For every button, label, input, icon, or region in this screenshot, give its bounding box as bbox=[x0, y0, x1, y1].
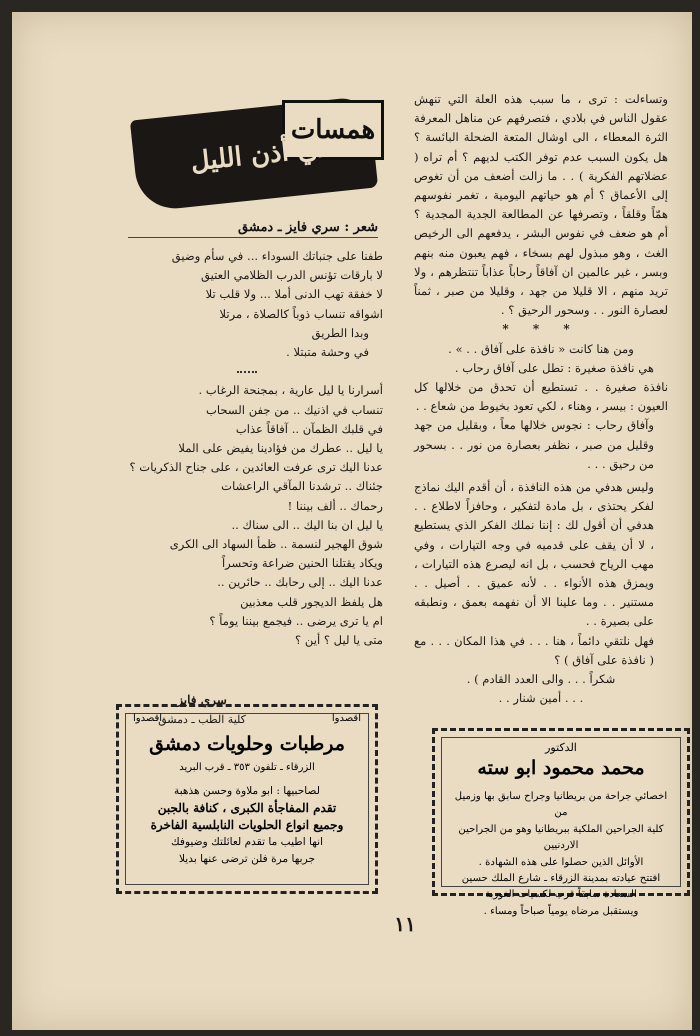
article-paragraph: وتساءلت : ترى ، ما سبب هذه العلة التي تنهش عقول الناس في بلادي ، فتصرفهم عن مناهل المعرفة الثرة المعطاء ، الى اوشال المتعة الضحلة البائسة ؟ هل يكون السبب عدم توفر الكتب لديهم ؟ أم تراه ( عضلاتهم الفكرية ) . . ما زالت أضعف من أن تغوص إلى الأعماق ؟ أم هو حياتهم اليومية ، تغمر نفوسهم همّاً وقلقاً ، وتصرفها عن المطالعة الجدية المجدية ؟ أم هو ضعف في نفوس البشر ، يدفعهم الى الرخيص الغث ، وهو مبذول لهم بسخاء ، فهم يعبون منه بنهم وبسر ، غير عالمين ان آفاقاً رحاباً عذاباً تنتظرهم ، ولا تريد منهم ، الا قليلا من جهد ، وقليلا من صبر ، ثمناً لعصارة النور . . وسحور الرحيق ؟ . bbox=[414, 92, 668, 318]
shop-offer: وجميع انواع الحلويات النابلسية الفاخرة bbox=[150, 818, 344, 832]
shop-address: الزرقاء ـ تلفون ٣٥٣ ـ قرب البريد bbox=[179, 762, 315, 773]
doctor-name: محمد محمود ابو سته bbox=[477, 757, 645, 779]
poem-line: تنساب في اذنيك .. من جفن السحاب bbox=[205, 402, 383, 417]
stanza-mark bbox=[110, 362, 383, 381]
doctor-credential: الأوائل الذين حصلوا على هذه الشهادة . bbox=[478, 856, 644, 868]
article-paragraph: شكراً . . . والى العدد القادم ) . bbox=[466, 672, 616, 687]
shop-note: انها اطيب ما تقدم لعائلتك وضيوفك bbox=[170, 836, 324, 848]
poem-line: في وحشة متبتلا . bbox=[286, 345, 369, 360]
poem-line: جئناك .. ترشدنا المآقي الراعشات bbox=[221, 479, 383, 494]
poem-line: في قلبك الظمآن .. آفاقاً عذاب bbox=[235, 421, 383, 436]
page-number: ١١ bbox=[394, 912, 416, 936]
article-paragraph: نافذة صغيرة . . تستطيع أن تحدق من خلالها كل العيون : بيسر ، وهناء ، لكي تعود بخيوط من شعاع . . bbox=[414, 380, 668, 414]
poem-line: متى يا ليل ؟ أين ؟ bbox=[295, 633, 383, 648]
shop-offer: تقدم المفاجأة الكبرى ، كنافة بالجبن bbox=[157, 801, 337, 815]
poem-column bbox=[110, 247, 383, 650]
poem-line: لا خفقة تهب الدنى أملا ... ولا قلب تلا bbox=[205, 287, 383, 302]
poem-author-line: شعر : سري فايز ـ دمشق bbox=[128, 220, 378, 238]
poem-title-main: همسات bbox=[282, 100, 384, 160]
article-paragraph: وآفاق رحاب : نجوس خلالها معاً ، وبقليل من جهد وقليل من صبر ، نظفر بعصارة من نور . . بسحور من رحيق . . . bbox=[414, 418, 654, 471]
poem-line: يا ليل ان بنا اليك .. الى سناك .. bbox=[231, 517, 383, 532]
poem-line: وبدا الطريق bbox=[311, 325, 369, 340]
shop-owners: لصاحبيها : ابو ملاوة وحسن هذهبة bbox=[174, 785, 320, 797]
poem-title-block bbox=[134, 100, 384, 208]
article-paragraph: ومن هنا كانت « نافذة على آفاق . . » . bbox=[448, 341, 634, 356]
magazine-page bbox=[12, 12, 692, 1030]
shop-note: جربها مرة فلن ترضى عنها بديلا bbox=[178, 853, 316, 865]
poem-line: شوق الهجير لنسمة .. ظمأ السهاد الى الكرى bbox=[169, 537, 383, 552]
ad-tag-right: اقصدوا bbox=[331, 713, 361, 724]
article-author: . . . أمين شنار . . bbox=[498, 691, 584, 706]
poem-line: ويكاد يقتلنا الحنين ضراعة وتحسراً bbox=[221, 556, 383, 571]
poem-line: ام يا ترى يرضى .. فيجمع بيننا يوماً ؟ bbox=[209, 613, 383, 628]
doctor-credential: كلية الجراحين الملكية ببريطانيا وهو من الجراحين الاردنيين bbox=[458, 823, 664, 852]
poem-line: هل يلفظ الديجور قلب معذبين bbox=[240, 594, 383, 609]
poem-line: عدنا اليك .. إلى رحابك .. حائرين .. bbox=[217, 575, 383, 590]
poem-line: طفنا على جنباتك السوداء ... في سأم وضيق bbox=[171, 249, 383, 263]
ad-body bbox=[447, 789, 675, 920]
clinic-hours: ويستقبل مرضاه يومياً صباحاً ومساء . bbox=[483, 905, 639, 917]
shop-name: مرطبات وحلويات دمشق bbox=[149, 733, 345, 755]
article-paragraph: هي نافذة صغيرة : تطل على آفاق رحاب . bbox=[454, 360, 654, 375]
poet-affiliation: كلية الطب ـ دمشق bbox=[158, 713, 246, 726]
poem-line: اشواقه تنساب ذوباً كالصلاة ، مرتلا bbox=[219, 306, 383, 321]
poet-name: سري فايز bbox=[177, 693, 227, 707]
ad-body bbox=[129, 783, 365, 868]
doctor-credential: اخصائي جراحة من بريطانيا وجراح سابق بها وزميل من bbox=[454, 791, 668, 819]
section-divider-stars: * * * bbox=[502, 322, 580, 337]
article-paragraph: وليس هدفي من هذه النافذة ، أن أقدم اليك نماذج لفكر يحتذى ، بل مادة لتفكير ، وحافزاً لاطلاع . . هدفي أن أقول لك : إننا نملك الفكر الذي يستطيع ، لا أن يقف على قدميه في وجه التيارات ، وفي مهب الرياح فحسب ، بل انه ليصرع هذه التيارات ، ويمزق هذه الأنواء . . لأنه عميق . . أصيل . . مستنير . . وما علينا الا أن نفهمه بعمق ، ونطبقه على بصيرة . . bbox=[414, 480, 654, 629]
clinic-address: افتتح عيادته بمدينة الزرقاء ـ شارع الملك حسين bbox=[461, 873, 661, 885]
poem-title-sub: في أذن الليل bbox=[189, 132, 334, 178]
poem-line: عدنا اليك ترى عرفت العائدين ، على جناح الذكريات ؟ bbox=[129, 460, 383, 475]
poem-line: لا بارقات تؤنس الدرب الظلامي العتيق bbox=[200, 268, 383, 283]
sweets-shop-ad bbox=[116, 704, 378, 894]
article-column bbox=[414, 90, 668, 709]
clinic-address: السعادة سابقاً قرب لكسيات الغوربة bbox=[485, 889, 637, 901]
poem-line: يا ليل .. عطرك من فؤادينا يفيض على الملا bbox=[178, 441, 383, 456]
ad-tag-left: اقصدوا bbox=[133, 713, 163, 724]
article-paragraph: فهل نلتقي دائماً ، هنا . . . في هذا المكان . . . مع ( نافذة على آفاق ) ؟ bbox=[414, 633, 654, 667]
doctor-ad bbox=[432, 728, 690, 917]
poem-line: رحماك .. ألف بيننا ! bbox=[287, 498, 383, 513]
doctor-title: الدكتور bbox=[545, 741, 577, 754]
poem-line: أسرارنا يا ليل عارية ، بمجنحة الرغاب . bbox=[198, 383, 383, 398]
